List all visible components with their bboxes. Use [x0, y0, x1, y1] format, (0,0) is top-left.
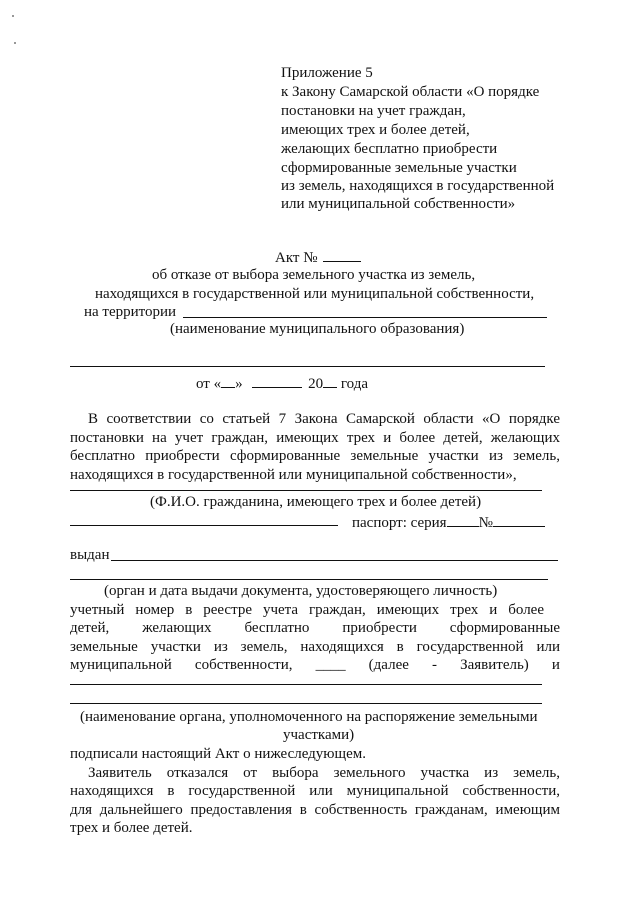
passport-number-blank	[493, 512, 545, 527]
territory-caption: (наименование муниципального образования)	[170, 321, 465, 337]
issued-blank	[111, 560, 558, 561]
p1-line: находящихся в государственной или муниципальной собственности»,	[70, 467, 517, 483]
act-number-blank	[323, 247, 361, 262]
act-subtitle-1: об отказе от выбора земельного участка из земель,	[152, 267, 476, 283]
issued-label: выдан	[70, 547, 110, 563]
territory-blank	[183, 317, 547, 318]
appendix-line: или муниципальной собственности»	[281, 196, 516, 212]
issued-blank-2	[70, 579, 548, 580]
p1-line: бесплатно приобрести сформированные земельные участки из земель,	[70, 448, 560, 464]
territory-label: на территории	[84, 304, 177, 320]
org-blank	[70, 684, 542, 685]
scan-speck	[14, 42, 16, 44]
p3-line: трех и более детей.	[70, 820, 193, 836]
appendix-line: сформированные земельные участки	[281, 160, 517, 176]
appendix-line: постановки на учет граждан,	[281, 103, 466, 119]
fio-caption: (Ф.И.О. гражданина, имеющего трех и более детей)	[150, 494, 482, 510]
act-title: Акт №	[275, 247, 361, 267]
appendix-line: к Закону Самарской области «О порядке	[281, 84, 540, 100]
p3-line: Заявитель отказался от выбора земельного участка из земель,	[88, 765, 560, 781]
date-day-blank	[221, 373, 235, 388]
scan-speck	[12, 15, 14, 17]
fio-blank	[70, 490, 542, 491]
p2-line: муниципальной собственности, ____ (далее - Заявитель) и	[70, 657, 560, 673]
p3-line: находящихся в государственной или муниципальной собственности,	[70, 783, 560, 799]
act-date: от « » 20 года	[196, 373, 368, 393]
signed-statement: подписали настоящий Акт о нижеследующем.	[70, 746, 366, 762]
org-caption-2: участками)	[283, 727, 355, 743]
passport-prefix-blank	[70, 525, 338, 526]
p2-line: учетный номер в реестре учета граждан, имеющих трех и более	[70, 602, 544, 618]
passport-series-blank	[447, 512, 479, 527]
passport-line: паспорт: серия №	[352, 512, 545, 532]
doc-caption: (орган и дата выдачи документа, удостоверяющего личность)	[104, 583, 498, 599]
p1-line: постановки на учет граждан, имеющих трех и более детей, желающих	[70, 430, 560, 446]
act-separator-line	[70, 366, 545, 367]
org-blank-2	[70, 703, 542, 704]
p2-line: детей, желающих бесплатно приобрести сформированные	[70, 620, 560, 636]
date-year-blank	[323, 373, 337, 388]
act-subtitle-2: находящихся в государственной или муниципальной собственности,	[95, 286, 535, 302]
date-month-blank	[252, 373, 302, 388]
appendix-line: имеющих трех и более детей,	[281, 122, 470, 138]
appendix-line: желающих бесплатно приобрести	[281, 141, 498, 157]
appendix-line: из земель, находящихся в государственной	[281, 178, 555, 194]
p1-line: В соответствии со статьей 7 Закона Самарской области «О порядке	[88, 411, 560, 427]
p3-line: для дальнейшего предоставления в собственность гражданам, имеющим	[70, 802, 560, 818]
org-caption: (наименование органа, уполномоченного на распоряжение земельными	[80, 709, 538, 725]
p2-line: земельные участки из земель, находящихся в государственной или	[70, 639, 560, 655]
appendix-line: Приложение 5	[281, 65, 373, 81]
